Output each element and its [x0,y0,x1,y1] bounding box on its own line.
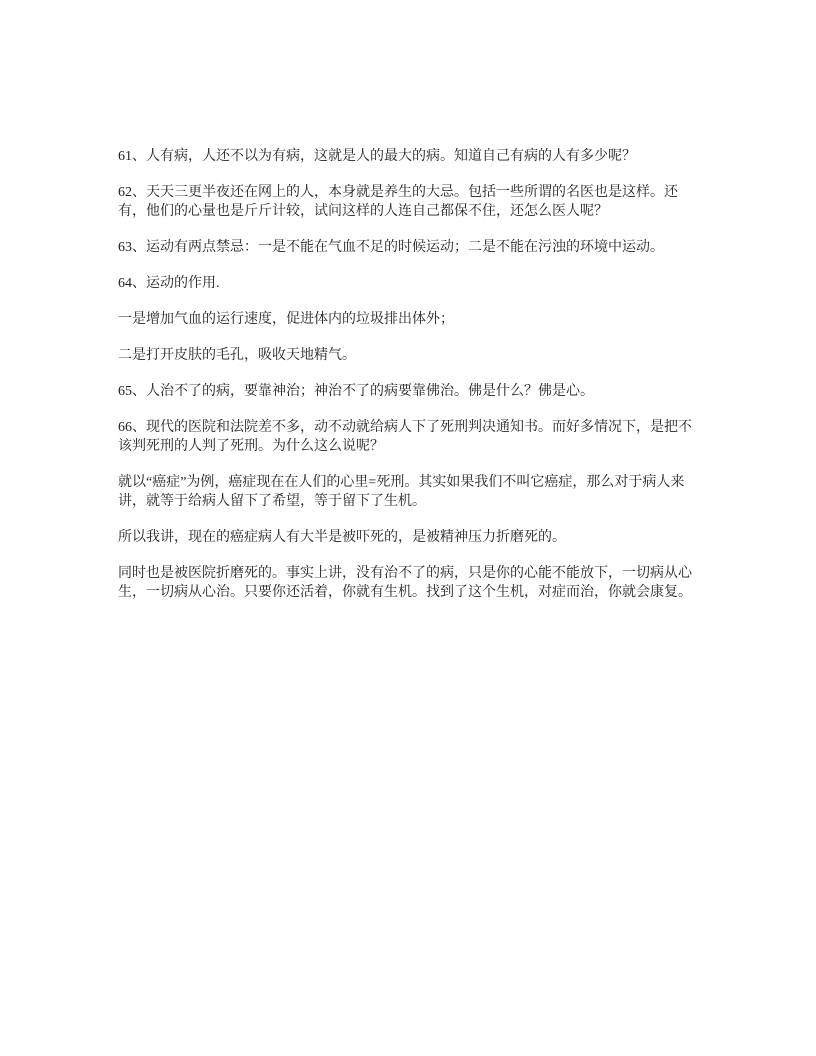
paragraph-64-point-1: 一是增加气血的运行速度，促进体内的垃圾排出体外； [118,312,454,327]
paragraph-66-example: 就以“癌症”为例，癌症现在在人们的心里=死刑。其实如果我们不叫它癌症，那么对于病人来讲，就等于给病人留下了希望，等于留下了生机。 [118,475,685,509]
paragraph-66-conclusion-1: 所以我讲，现在的癌症病人有大半是被吓死的，是被精神压力折磨死的。 [118,530,566,545]
paragraph-64-point-2: 二是打开皮肤的毛孔，吸收天地精气。 [118,348,356,363]
paragraph-66-conclusion-2: 同时也是被医院折磨死的。事实上讲，没有治不了的病，只是你的心能不能放下，一切病从心生，一切病从心治。只要你还活着，你就有生机。找到了这个生机，对症而治，你就会康复。 [118,566,692,600]
paragraph-63: 63、运动有两点禁忌：一是不能在气血不足的时候运动；二是不能在污浊的环境中运动。 [118,240,664,255]
paragraph-64: 64、运动的作用. [118,276,220,291]
document-body [118,147,704,619]
paragraph-62: 62、天天三更半夜还在网上的人，本身就是养生的大忌。包括一些所谓的名医也是这样。还有，他们的心量也是斤斤计较，试问这样的人连自己都保不住，还怎么医人呢？ [118,185,678,219]
paragraph-61: 61、人有病，人还不以为有病，这就是人的最大的病。知道自己有病的人有多少呢？ [118,149,636,164]
paragraph-66: 66、现代的医院和法院差不多，动不动就给病人下了死刑判决通知书。而好多情况下，是把不该判死刑的人判了死刑。为什么这么说呢？ [118,420,692,454]
paragraph-65: 65、人治不了的病，要靠神治；神治不了的病要靠佛治。佛是什么？佛是心。 [118,384,594,399]
